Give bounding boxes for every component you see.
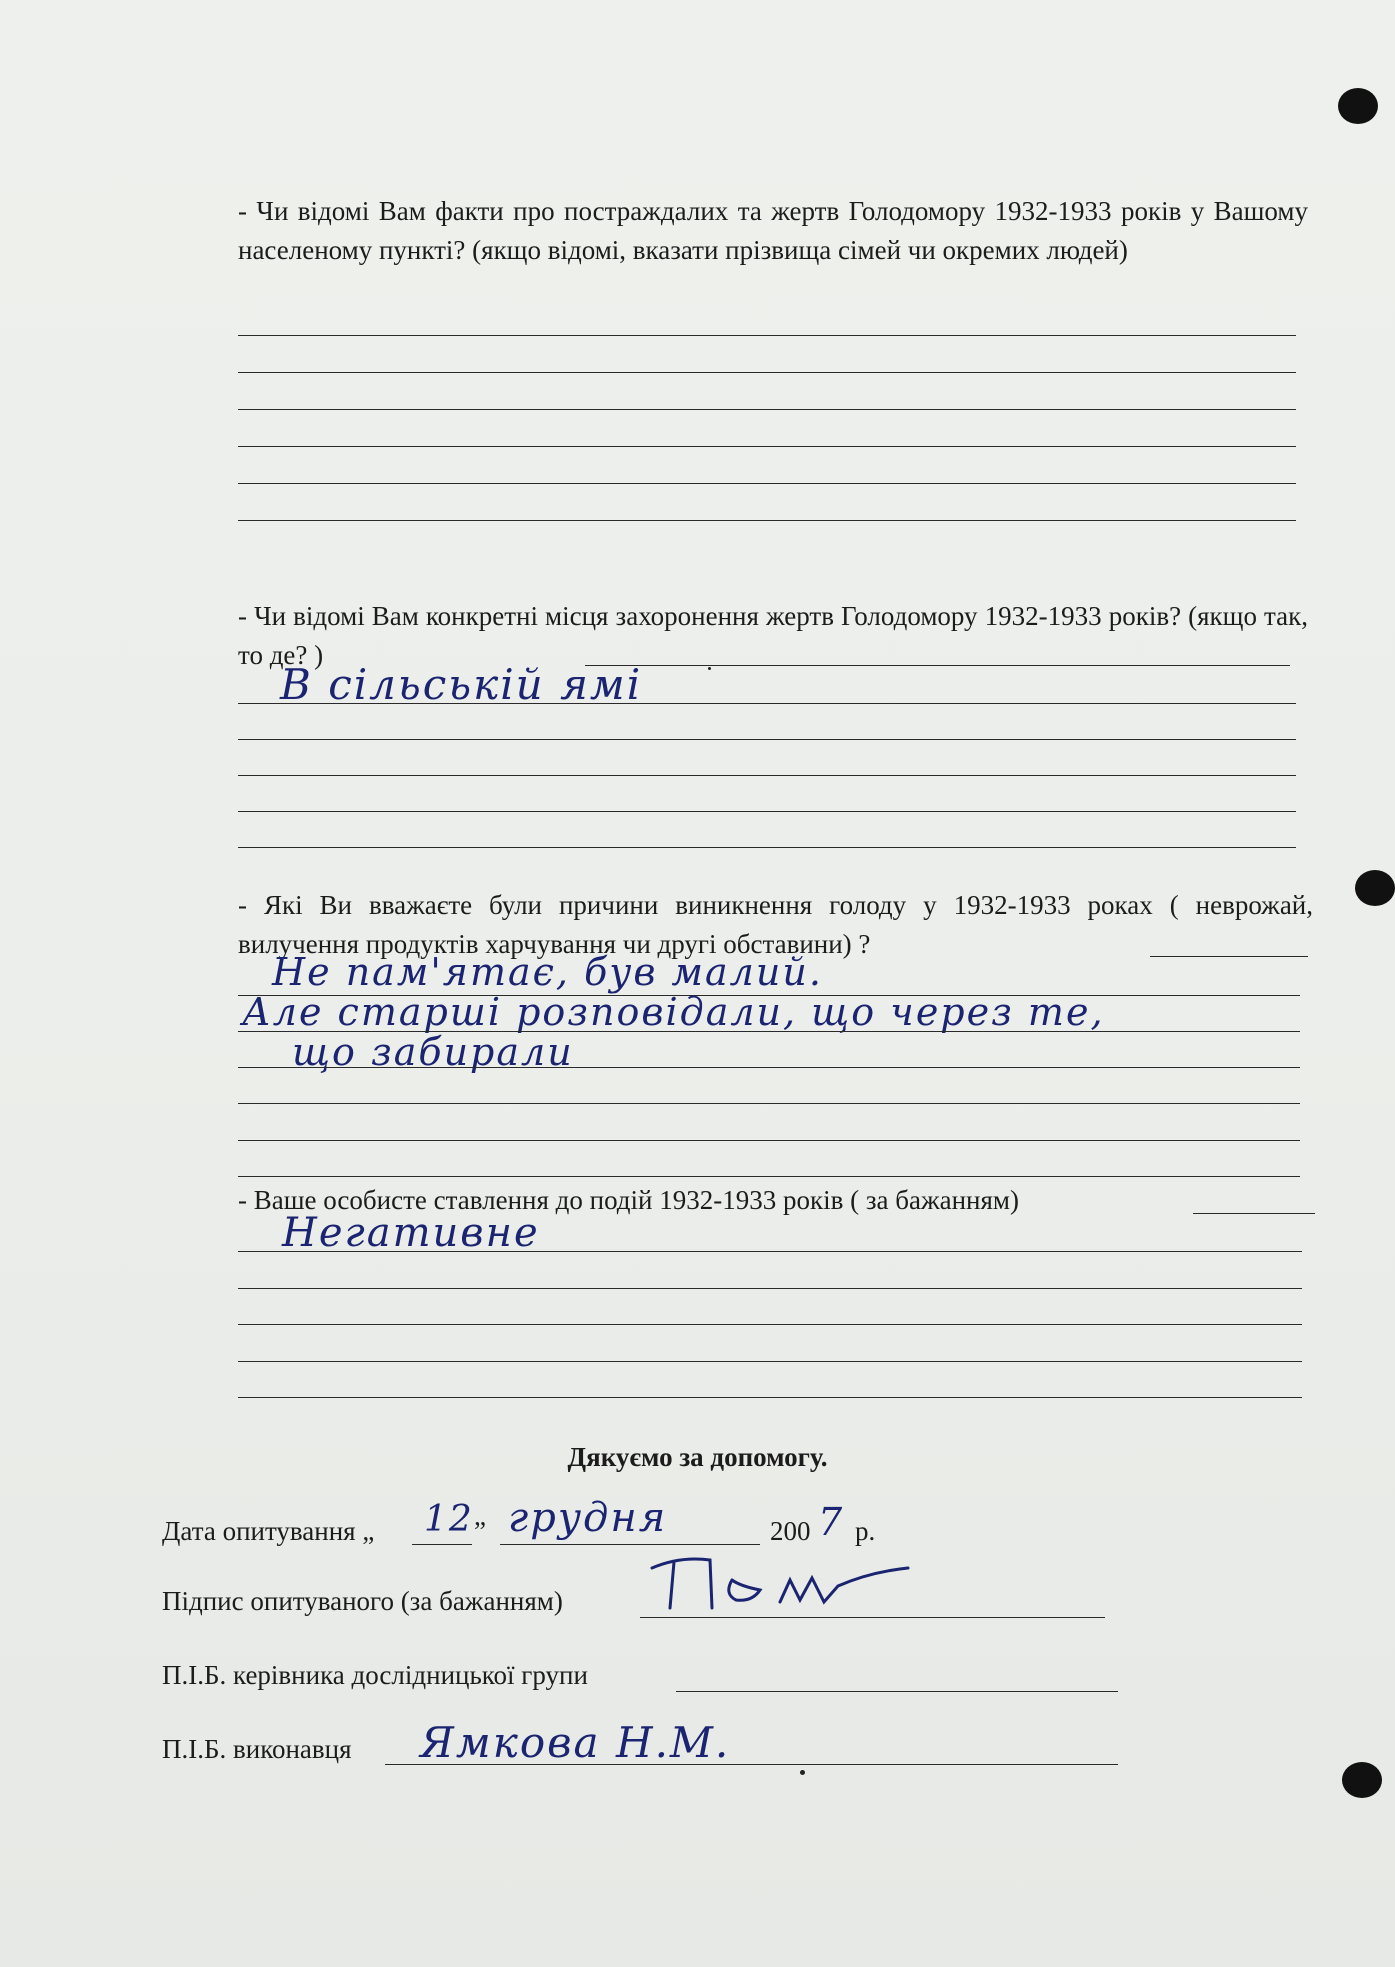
signature-label: Підпис опитуваного (за бажанням) [162, 1586, 563, 1616]
question-2-prompt: - Чи відомі Вам конкретні місця захоронення жертв Голодомору 1932-1933 років? (якщо так, то де? ) [238, 601, 1308, 670]
answer-line [238, 1103, 1300, 1104]
date-year-digit: 7 [818, 1500, 845, 1544]
date-month-line [500, 1544, 760, 1545]
punch-hole-middle [1355, 870, 1395, 906]
leader-label: П.І.Б. керівника дослідницької групи [162, 1660, 588, 1690]
answer-line [238, 1067, 1300, 1068]
date-suffix: р. [855, 1516, 876, 1546]
answer-line [238, 483, 1296, 484]
date-day: 12 [424, 1499, 474, 1540]
answer-line [238, 1251, 1302, 1252]
date-quote: ” [474, 1516, 486, 1546]
handwritten-answer-3-line-2: Але старші розповідали, що через те, [242, 990, 1105, 1034]
answer-line [238, 1288, 1302, 1289]
answer-line [238, 1361, 1302, 1362]
answer-line [238, 775, 1296, 776]
answer-line [238, 703, 1296, 704]
date-year-prefix: 200 [770, 1516, 811, 1546]
answer-line [238, 1140, 1300, 1141]
ink-dot [800, 1770, 805, 1775]
answer-line [238, 335, 1296, 336]
answer-line [238, 372, 1296, 373]
question-4-prompt: - Ваше особисте ставлення до подій 1932-1933 років ( за бажанням) [238, 1185, 1019, 1215]
handwritten-answer-3-line-1: Не пам'ятає, був малий. [272, 950, 823, 994]
answer-line [238, 520, 1296, 521]
handwritten-answer-3-line-3: що забирали [292, 1030, 574, 1074]
answer-line [238, 1324, 1302, 1325]
date-day-line [412, 1544, 472, 1545]
answer-line [238, 409, 1296, 410]
punch-hole-top [1338, 88, 1378, 124]
date-month: грудня [508, 1495, 668, 1541]
answer-line [1150, 956, 1308, 957]
leader-line [676, 1691, 1118, 1692]
answer-line [238, 739, 1296, 740]
handwritten-answer-2: В сільській ямі [280, 660, 643, 709]
ink-dot [708, 667, 711, 670]
handwritten-signature [640, 1550, 940, 1620]
answer-line [238, 847, 1296, 848]
answer-line [238, 1176, 1300, 1177]
question-1-prompt: - Чи відомі Вам факти про постраждалих та жертв Голодомору 1932-1933 років у Вашому населеному пункті? (якщо відомі, вказати прізвища сімей чи окремих людей) [238, 196, 1308, 265]
answer-line [238, 446, 1296, 447]
answer-line [1193, 1213, 1315, 1214]
thanks-heading: Дякуємо за допомогу. [567, 1442, 828, 1472]
answer-line [238, 811, 1296, 812]
punch-hole-bottom [1342, 1762, 1382, 1798]
answer-line [585, 665, 1290, 666]
question-3-prompt: - Які Ви вважаєте були причини виникнення голоду у 1932-1933 роках ( неврожай, вилучення продуктів харчування чи другі обставини) ? [238, 890, 1313, 959]
handwritten-executor-name: Ямкова Н.М. [420, 1718, 731, 1767]
answer-line [238, 1397, 1302, 1398]
executor-label: П.І.Б. виконавця [162, 1734, 352, 1764]
date-label: Дата опитування „ [162, 1516, 375, 1546]
handwritten-answer-4: Негативне [282, 1210, 540, 1256]
